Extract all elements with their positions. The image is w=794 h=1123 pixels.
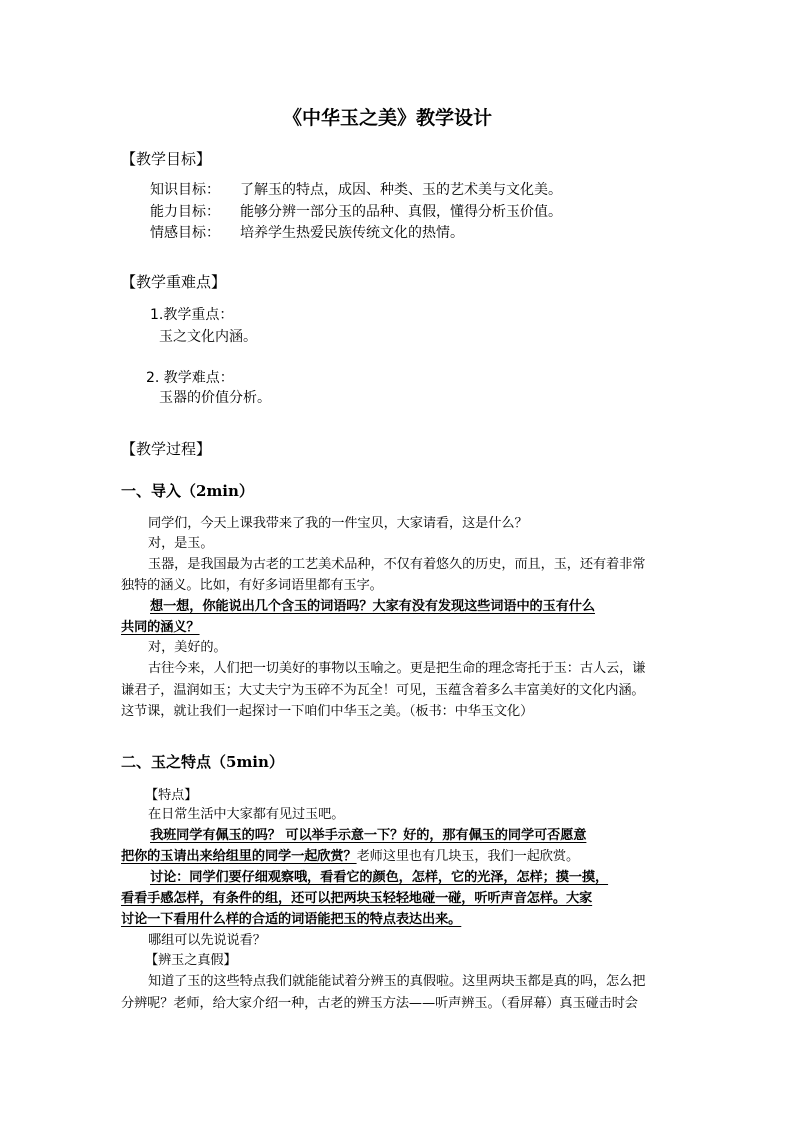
s1-paragraph-line: 独特的涵义。比如，有好多词语里都有玉字。 bbox=[121, 578, 383, 593]
objectives-heading: 【教学目标】 bbox=[121, 150, 212, 168]
process-heading: 【教学过程】 bbox=[121, 440, 212, 458]
section-2-title: 二、玉之特点（5min） bbox=[121, 753, 284, 771]
objective-label-ability: 能力目标： bbox=[150, 204, 220, 220]
keypoint-1-label: 1.教学重点： bbox=[150, 307, 234, 323]
s1-paragraph-line: 对，是玉。 bbox=[148, 536, 214, 551]
s1-paragraph-line: 古往今来，人们把一切美好的事物以玉喻之。更是把生命的理念寄托于玉：古人云，谦 bbox=[148, 661, 646, 676]
s1-question-line: 想一想，你能说出几个含玉的词语吗？大家有没有发现这些词语中的玉有什么 bbox=[150, 599, 595, 614]
s2-paragraph-line: 知道了玉的这些特点我们就能能试着分辨玉的真假啦。这里两块玉都是真的吗，怎么把 bbox=[148, 974, 646, 989]
s1-paragraph-line: 这节课，就让我们一起探讨一下咱们中华玉之美。（板书：中华玉文化） bbox=[121, 704, 534, 719]
s1-paragraph-line: 玉器，是我国最为古老的工艺美术品种，不仅有着悠久的历史，而且，玉，还有着非常 bbox=[148, 557, 646, 572]
objective-text-emotion: 培养学生热爱民族传统文化的热情。 bbox=[240, 225, 464, 241]
s2-subheading-authenticity: 【辨玉之真假】 bbox=[145, 953, 237, 968]
keypoints-heading: 【教学重难点】 bbox=[121, 273, 227, 291]
s1-paragraph-line: 谦君子，温润如玉；大丈夫宁为玉碎不为瓦全！可见，玉蕴含着多么丰富美好的文化内涵。 bbox=[121, 683, 645, 698]
objective-label-knowledge: 知识目标： bbox=[150, 182, 220, 198]
s1-question-line: 共同的涵义？ bbox=[121, 620, 200, 635]
s2-subheading-features: 【特点】 bbox=[145, 788, 198, 803]
objective-label-emotion: 情感目标： bbox=[150, 225, 220, 241]
s2-paragraph-line: 在日常生活中大家都有见过玉吧。 bbox=[148, 807, 345, 822]
section-1-title: 一、导入（2min） bbox=[121, 482, 254, 500]
objective-text-knowledge: 了解玉的特点，成因、种类、玉的艺术美与文化美。 bbox=[240, 182, 562, 198]
objective-text-ability: 能够分辨一部分玉的品种、真假，懂得分析玉价值。 bbox=[240, 204, 562, 220]
s2-bold-line: 我班同学有佩玉的吗？ 可以举手示意一下？好的，那有佩玉的同学可否愿意 bbox=[150, 828, 587, 843]
s2-paragraph-line: 分辨呢？老师，给大家介绍一种，古老的辨玉方法——听声辨玉。（看屏幕）真玉碰击时会 bbox=[121, 996, 638, 1011]
document-title: 《中华玉之美》教学设计 bbox=[283, 107, 493, 129]
s2-mixed-line bbox=[121, 848, 579, 866]
keypoint-2-label: 2. 教学难点： bbox=[146, 370, 234, 386]
keypoint-2-text: 玉器的价值分析。 bbox=[159, 390, 271, 406]
s1-paragraph-line: 同学们，今天上课我带来了我的一件宝贝，大家请看，这是什么？ bbox=[148, 516, 528, 531]
s2-discussion-line: 看看手感怎样，有条件的组，还可以把两块玉轻轻地碰一碰，听听声音怎样。大家 bbox=[121, 891, 593, 906]
s2-paragraph-line: 哪组可以先说说看？ bbox=[148, 933, 266, 948]
s1-paragraph-line: 对，美好的。 bbox=[148, 640, 227, 655]
keypoint-1-text: 玉之文化内涵。 bbox=[159, 329, 257, 345]
s2-discussion-line: 讨论一下看用什么样的合适的词语能把玉的特点表达出来。 bbox=[121, 912, 462, 927]
s2-discussion-line: 讨论：同学们要仔细观察哦，看看它的颜色，怎样，它的光泽，怎样；摸一摸， bbox=[150, 870, 609, 885]
s2-bold-segment: 把你的玉请出来给组里的同学一起欣赏？ bbox=[121, 849, 357, 864]
s2-plain-segment: 老师这里也有几块玉，我们一起欣赏。 bbox=[356, 849, 580, 864]
